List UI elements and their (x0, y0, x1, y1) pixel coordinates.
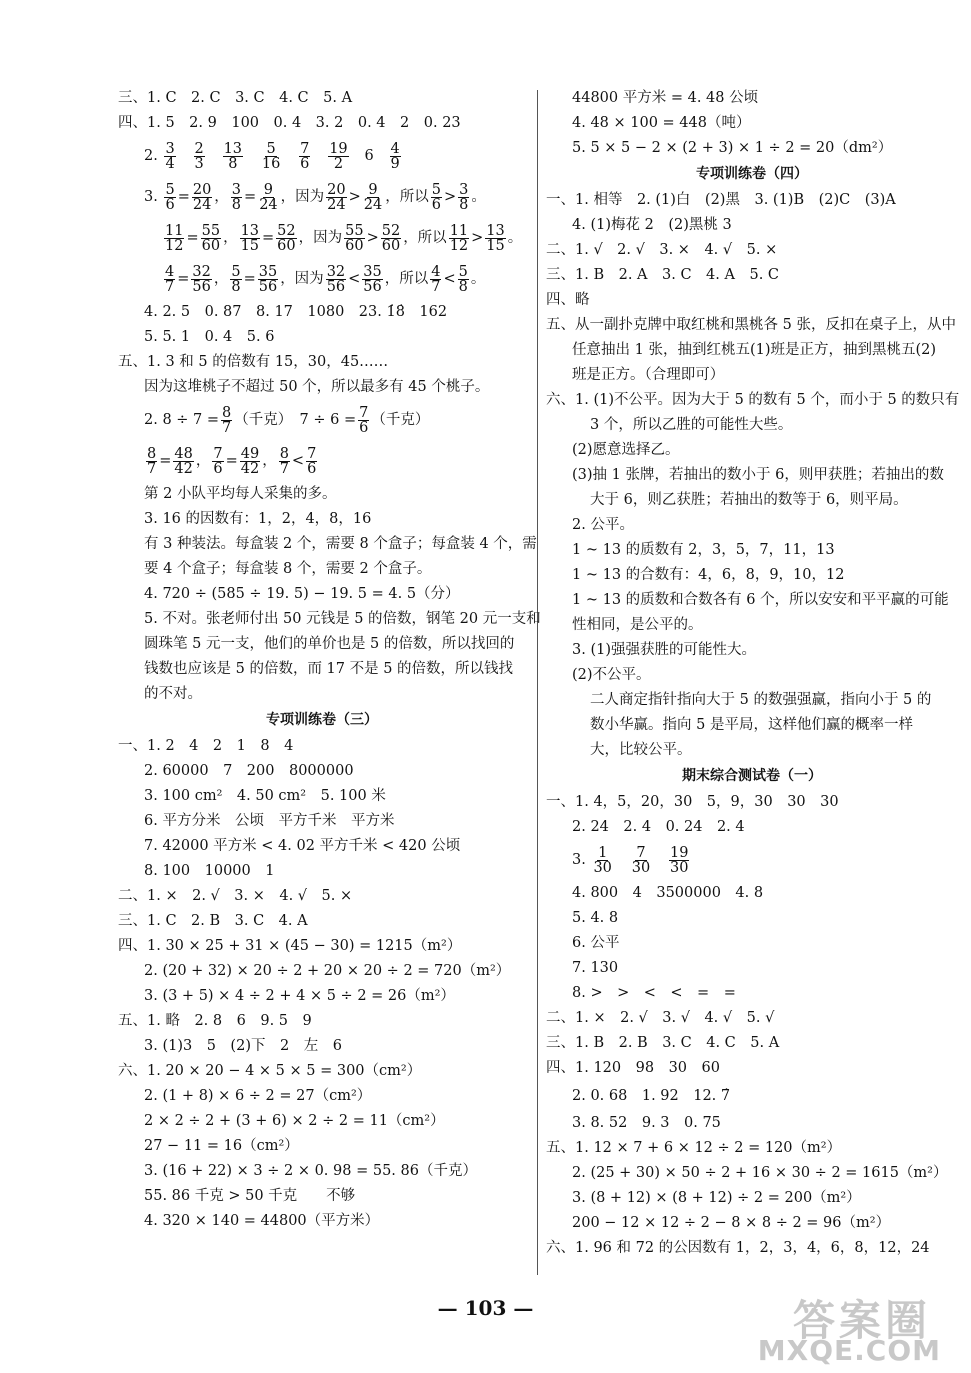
answer-line: 5. 5 × 5 − 2 × (2 + 3) × 1 ÷ 2 = 20（dm²） (572, 140, 893, 156)
fraction: $\frac{7}{6}$ (300, 140, 310, 172)
answer-line: 4. 720 ÷ (585 ÷ 19. 5) − 19. 5 = 4. 5（分） (144, 586, 460, 602)
answer-line: 3. (1)3 5 (2)下 2 左 6 (144, 1038, 342, 1054)
answer-line: 4. (1)梅花 2 (2)黑桃 3 (572, 217, 732, 233)
answer-line: 二、1. × 2. √ 3. × 4. √ 5. × (118, 888, 353, 904)
answer-line: 7. 42000 平方米 < 4. 02 平方千米 < 420 公顷 (144, 838, 461, 854)
answer-line: 的不对。 (144, 686, 202, 702)
answer-line: 5. 5. 1 0. 4 5. 6 (144, 329, 275, 345)
answer-line: 3. 100 cm² 4. 50 cm² 5. 100 米 (144, 788, 386, 804)
answer-line: 要 4 个盒子；每盒装 8 个，需要 2 个盒子。 (144, 561, 432, 577)
answer-line: 4. 320 × 140 = 44800（平方米） (144, 1213, 380, 1229)
fraction-answer-line: 3. $\frac{1}{30}$ $\frac{7}{30}$ $\frac{19}{30}$ (572, 844, 689, 876)
answer-line: 3. 8. 52 9. 3 0. 75 (572, 1115, 721, 1131)
answer-line: 2. 60000 7 200 8000000 (144, 763, 354, 779)
fraction-compare-line: $\frac{11}{12}$ = $\frac{55}{60}$ ， $\frac{13}{15}$ = $\frac{52}{60}$ ，因为 $\frac{55}{60}$ > $\frac{52}{60}$ ，所以 $\frac{11}{12}$ > $\frac{13}{15}$ 。 (165, 222, 523, 254)
fraction: $\frac{3}{4}$ (165, 140, 175, 172)
answer-line: 1 ~ 13 的质数和合数各有 6 个，所以安安和平平赢的可能 (572, 592, 949, 608)
answer-line: 44800 平方米 = 4. 48 公顷 (572, 90, 759, 106)
answer-line: 四、1. 5 2. 9 100 0. 4 3. 2 0. 4 2 0. 23 (118, 115, 461, 131)
answer-line: 第 2 小队平均每人采集的多。 (144, 486, 337, 502)
answer-line: 一、1. 2 4 2 1 8 4 (118, 738, 294, 754)
answer-line: 因为这堆桃子不超过 50 个，所以最多有 45 个桃子。 (144, 379, 490, 395)
answer-line: 2. (20 + 32) × 20 ÷ 2 + 20 × 20 ÷ 2 = 720（m²） (144, 963, 511, 979)
answer-line: 3. (8 + 12) × (8 + 12) ÷ 2 = 200（m²） (572, 1190, 861, 1206)
page-number: — 103 — (437, 1296, 534, 1320)
answer-line: (2)愿意选择乙。 (572, 442, 680, 458)
answer-line: 大，比较公平。 (590, 742, 692, 758)
answer-line: (2)不公平。 (572, 667, 651, 683)
answer-line: 圆珠笔 5 元一支，他们的单价也是 5 的倍数，所以找回的 (144, 636, 515, 652)
answer-line: 一、1. 4，5，20，30 5，9，30 30 30 (546, 794, 839, 810)
answer-line: 五、从一副扑克牌中取红桃和黑桃各 5 张，反扣在桌子上，从中 (546, 317, 956, 333)
answer-line: 2. 公平。 (572, 517, 634, 533)
answer-line: 55. 86 千克 > 50 千克 不够 (144, 1188, 356, 1204)
answer-line: 3. 16 的因数有：1，2，4，8，16 (144, 511, 372, 527)
answer-line: 4. 800 4 3500000 4. 8 (572, 885, 764, 901)
answer-line: 有 3 种装法。每盒装 2 个，需要 8 个盒子；每盒装 4 个，需 (144, 536, 537, 552)
watermark-site: MXQE.COM (757, 1334, 941, 1367)
answer-line: 六、1. (1)不公平。因为大于 5 的数有 5 个，而小于 5 的数只有 (546, 392, 960, 408)
answer-line: 200 − 12 × 12 ÷ 2 − 8 × 8 ÷ 2 = 96（m²） (572, 1215, 891, 1231)
fraction: $\frac{13}{8}$ (223, 140, 243, 172)
answer-line: 1 ~ 13 的合数有：4，6，8，9，10，12 (572, 567, 845, 583)
answer-line: 5. 4. 8 (572, 910, 619, 926)
answer-line: 8. 100 10000 1 (144, 863, 275, 879)
answer-line: 四、略 (546, 292, 590, 308)
section-title: 专项训练卷（四） (696, 166, 808, 182)
fraction: $\frac{5}{16}$ (261, 140, 281, 172)
answer-line: 三、1. C 2. B 3. C 4. A (118, 913, 308, 929)
answer-line: 6. 公平 (572, 935, 620, 951)
answer-line: 大于 6，则乙获胜；若抽出的数等于 6，则平局。 (590, 492, 908, 508)
fraction-compare-line: $\frac{8}{7}$ = $\frac{48}{42}$ ， $\frac{7}{6}$ = $\frac{49}{42}$ ， $\frac{8}{7}$ < $\frac{7}{6}$ (147, 445, 317, 477)
watermark-logo: 答案圈 (792, 1296, 931, 1345)
answer-line: 数小华赢。指向 5 是平局，这样他们赢的概率一样 (590, 717, 913, 733)
answer-line: 1 ~ 13 的质数有 2，3，5，7，11，13 (572, 542, 835, 558)
watermark (711, 1288, 951, 1368)
answer-line: 五、1. 略 2. 8 6 9. 5 9 (118, 1013, 312, 1029)
item-number: 2. (144, 148, 158, 164)
answer-line: 2. (25 + 30) × 50 ÷ 2 + 16 × 30 ÷ 2 = 1615（m²） (572, 1165, 948, 1181)
answer-line: 8. > > < < = = (572, 985, 736, 1001)
answer-line: 3. (16 + 22) × 3 ÷ 2 × 0. 98 = 55. 86（千克） (144, 1163, 477, 1179)
answer-line: 四、1. 120 98 30 60 (546, 1060, 720, 1076)
answer-line: 2. 0. 68 1. 92 12. 7̇ (572, 1088, 731, 1104)
answer-line: 2. (1 + 8) × 6 ÷ 2 = 27（cm²） (144, 1088, 372, 1104)
fraction-answer-line: 2. 8 ÷ 7 = $\frac{8}{7}$ （千克） 7 ÷ 6 = $\frac{7}{6}$ （千克） (144, 404, 430, 436)
answer-line: 五、1. 12 × 7 + 6 × 12 ÷ 2 = 120（m²） (546, 1140, 842, 1156)
answer-line: 3 个，所以乙胜的可能性大些。 (590, 417, 793, 433)
answer-line: 二人商定指针指向大于 5 的数强强赢，指向小于 5 的 (590, 692, 932, 708)
fraction-compare-line: $\frac{4}{7}$ = $\frac{32}{56}$ ， $\frac{5}{8}$ = $\frac{35}{56}$ ，因为 $\frac{32}{56}$ < $\frac{35}{56}$ ，所以 $\frac{4}{7}$ < $\frac{5}{8}$ 。 (165, 263, 486, 295)
answer-line: 3. (3 + 5) × 4 ÷ 2 + 4 × 5 ÷ 2 = 26（m²） (144, 988, 455, 1004)
answer-line: 4. 48 × 100 = 448（吨） (572, 115, 751, 131)
fraction-answer-line (118, 136, 526, 177)
answer-line: 27 − 11 = 16（cm²） (144, 1138, 299, 1154)
section-title: 期末综合测试卷（一） (682, 768, 822, 784)
answer-line: 六、1. 96 和 72 的公因数有 1，2，3，4，6，8，12，24 (546, 1240, 930, 1256)
answer-line: 四、1. 30 × 25 + 31 × (45 − 30) = 1215（m²） (118, 938, 462, 954)
answer-line: 三、1. B 2. A 3. C 4. A 5. C (546, 267, 780, 283)
fraction: $\frac{4}{9}$ (390, 140, 400, 172)
answer-line: 二、1. × 2. √ 3. √ 4. √ 5. √ (546, 1010, 775, 1026)
answer-line: 4. 2. 5 0. 87 8. 17 1080 23. 1̇8̇ 162 (144, 304, 448, 320)
right-column (546, 86, 958, 1261)
answer-line: 三、1. C 2. C 3. C 4. C 5. A (118, 90, 353, 106)
answer-line: 5. 不对。张老师付出 50 元钱是 5 的倍数，钢笔 20 元一支和 (144, 611, 541, 627)
answer-line: 2. 24 2. 4 0. 24 2. 4 (572, 819, 745, 835)
answer-line: 三、1. B 2. B 3. C 4. C 5. A (546, 1035, 780, 1051)
answer-line: 一、1. 相等 2. (1)白 (2)黑 3. (1)B (2)C (3)A (546, 192, 896, 208)
answer-line: 性相同，是公平的。 (572, 617, 703, 633)
answer-line: 6. 平方分米 公顷 平方千米 平方米 (144, 813, 395, 829)
fraction: $\frac{19}{2}$ (329, 140, 348, 172)
left-column (118, 86, 541, 1234)
answer-line: 班是正方。（合理即可） (572, 367, 725, 383)
answer-line: 3. (1)强强获胜的可能性大。 (572, 642, 756, 658)
answer-line: 2 × 2 ÷ 2 + (3 + 6) × 2 ÷ 2 = 11（cm²） (144, 1113, 445, 1129)
answer-line: 二、1. √ 2. √ 3. × 4. √ 5. × (546, 242, 778, 258)
answer-line: 钱数也应该是 5 的倍数，而 17 不是 5 的倍数，所以钱找 (144, 661, 514, 677)
answer-line: (3)抽 1 张牌，若抽出的数小于 6，则甲获胜；若抽出的数 (572, 467, 944, 483)
answer-line: 任意抽出 1 张，抽到红桃五(1)班是正方，抽到黑桃五(2) (572, 342, 937, 358)
answer-value: 6 (364, 148, 374, 164)
fraction: $\frac{2}{3}$ (194, 140, 204, 172)
fraction-compare-line: 3. $\frac{5}{6}$ = $\frac{20}{24}$ ， $\frac{3}{8}$ = $\frac{9}{24}$ ，因为 $\frac{20}{24}$ > $\frac{9}{24}$ ，所以 $\frac{5}{6}$ > $\frac{3}{8}$ 。 (144, 181, 486, 213)
section-title: 专项训练卷（三） (266, 712, 378, 728)
answer-line: 五、1. 3 和 5 的倍数有 15，30，45…… (118, 354, 389, 370)
answer-line: 六、1. 20 × 20 − 4 × 5 × 5 = 300（cm²） (118, 1063, 422, 1079)
column-divider (537, 90, 538, 1275)
answer-line: 7. 130 (572, 960, 619, 976)
